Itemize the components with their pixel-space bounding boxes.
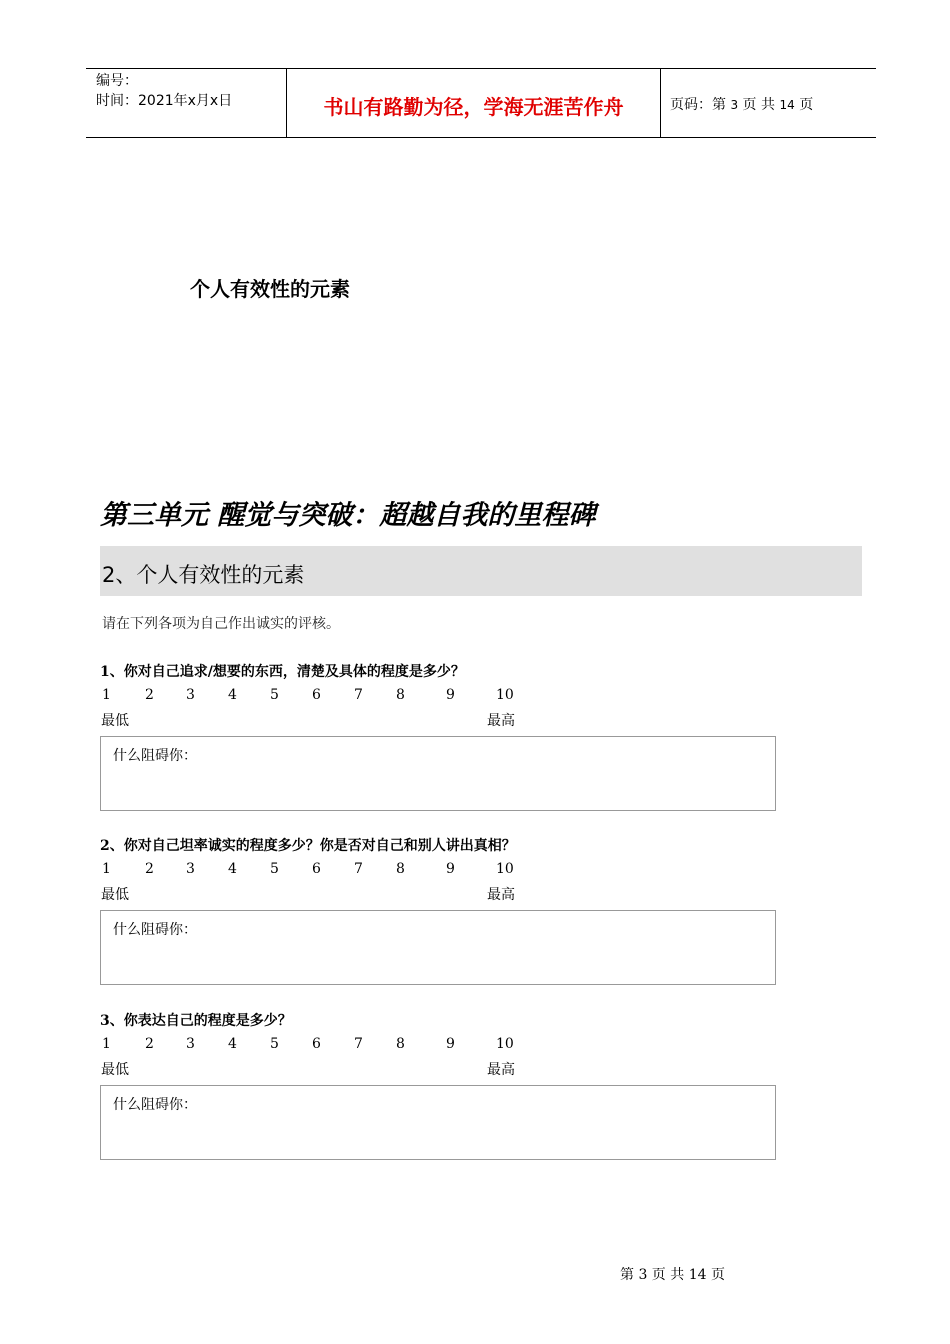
- scale-value-7[interactable]: 7: [354, 861, 363, 877]
- scale-value-3[interactable]: 3: [186, 687, 195, 703]
- rating-scale: [100, 858, 780, 882]
- scale-value-9[interactable]: 9: [446, 1036, 455, 1052]
- page-total: 14: [779, 98, 795, 112]
- scale-value-2[interactable]: 2: [145, 1036, 154, 1052]
- low-label: 最低: [101, 887, 129, 903]
- scale-value-2[interactable]: 2: [145, 687, 154, 703]
- number-label: 编号：: [96, 73, 138, 89]
- question-title: 1、你对自己追求/想要的东西，清楚及具体的程度是多少？: [100, 664, 465, 680]
- page-prefix: 页码：第: [670, 97, 726, 113]
- scale-value-3[interactable]: 3: [186, 1036, 195, 1052]
- scale-value-5[interactable]: 5: [270, 861, 279, 877]
- high-label: 最高: [487, 887, 515, 903]
- header-meta: [96, 71, 232, 111]
- rating-scale: [100, 684, 780, 708]
- scale-labels: [100, 882, 780, 908]
- page-mid: 页 共: [742, 97, 775, 113]
- scale-value-7[interactable]: 7: [354, 1036, 363, 1052]
- scale-value-6[interactable]: 6: [312, 1036, 321, 1052]
- question-block: [100, 1009, 780, 1160]
- header-divider: [660, 69, 661, 137]
- page-footer: 第 3 页 共 14 页: [620, 1267, 725, 1283]
- obstacle-label: 什么阻碍你：: [113, 1097, 197, 1113]
- scale-value-8[interactable]: 8: [396, 1036, 405, 1052]
- obstacle-input-box[interactable]: [100, 1085, 776, 1160]
- section-heading: [100, 546, 862, 596]
- header-page-indicator: [670, 94, 813, 114]
- header-motto: 书山有路勤为径，学海无涯苦作舟: [323, 95, 624, 119]
- scale-value-10[interactable]: 10: [496, 1036, 514, 1052]
- page-current: 3: [730, 98, 739, 112]
- question-block: [100, 834, 780, 985]
- question-title: 3、你表达自己的程度是多少？: [100, 1013, 292, 1029]
- scale-value-2[interactable]: 2: [145, 861, 154, 877]
- scale-labels: [100, 708, 780, 734]
- question-title: 2、你对自己坦率诚实的程度多少？你是否对自己和别人讲出真相？: [100, 838, 516, 854]
- scale-value-6[interactable]: 6: [312, 861, 321, 877]
- scale-value-3[interactable]: 3: [186, 861, 195, 877]
- obstacle-input-box[interactable]: [100, 910, 776, 985]
- obstacle-input-box[interactable]: [100, 736, 776, 811]
- scale-value-6[interactable]: 6: [312, 687, 321, 703]
- scale-value-1[interactable]: 1: [102, 687, 111, 703]
- scale-value-5[interactable]: 5: [270, 1036, 279, 1052]
- scale-value-1[interactable]: 1: [102, 861, 111, 877]
- low-label: 最低: [101, 1062, 129, 1078]
- rating-scale: [100, 1033, 780, 1057]
- scale-value-1[interactable]: 1: [102, 1036, 111, 1052]
- scale-value-4[interactable]: 4: [228, 1036, 237, 1052]
- question-block: [100, 660, 780, 811]
- intro-text: 请在下列各项为自己作出诚实的评核。: [102, 616, 340, 632]
- high-label: 最高: [487, 1062, 515, 1078]
- scale-value-5[interactable]: 5: [270, 687, 279, 703]
- scale-value-10[interactable]: 10: [496, 687, 514, 703]
- page-suffix: 页: [799, 97, 814, 113]
- element-title: 个人有效性的元素: [190, 277, 350, 301]
- scale-value-4[interactable]: 4: [228, 861, 237, 877]
- scale-value-8[interactable]: 8: [396, 861, 405, 877]
- scale-value-4[interactable]: 4: [228, 687, 237, 703]
- scale-labels: [100, 1057, 780, 1083]
- section-title: 2、个人有效性的元素: [102, 563, 305, 587]
- scale-value-9[interactable]: 9: [446, 687, 455, 703]
- scale-value-8[interactable]: 8: [396, 687, 405, 703]
- obstacle-label: 什么阻碍你：: [113, 922, 197, 938]
- page-header: [86, 68, 876, 138]
- scale-value-9[interactable]: 9: [446, 861, 455, 877]
- unit-title: 第三单元 醒觉与突破：超越自我的里程碑: [100, 500, 596, 531]
- high-label: 最高: [487, 713, 515, 729]
- obstacle-label: 什么阻碍你：: [113, 748, 197, 764]
- time-label: 时间：2021年x月x日: [96, 93, 233, 109]
- low-label: 最低: [101, 713, 129, 729]
- scale-value-10[interactable]: 10: [496, 861, 514, 877]
- scale-value-7[interactable]: 7: [354, 687, 363, 703]
